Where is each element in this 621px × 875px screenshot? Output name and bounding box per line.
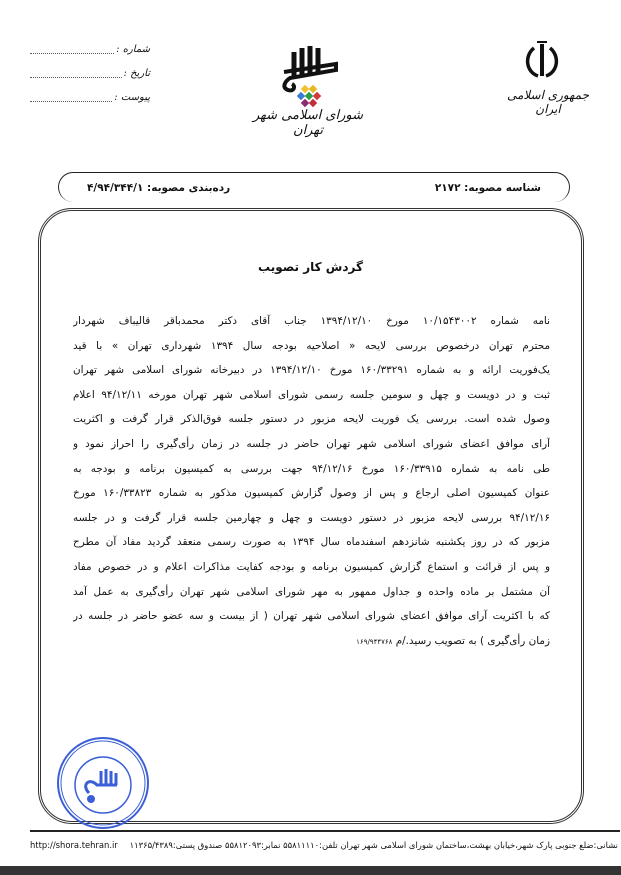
body-line: طی نامه به شماره ۱۶۰/۳۳۹۱۵ مورخ ۹۴/۱۲/۱۶ جهت بررسی به کمیسیون برنامه و بودجه به <box>73 462 550 475</box>
council-name: شورای اسلامی شهر تهران <box>252 108 364 138</box>
council-stamp-icon <box>55 735 151 831</box>
date-dots <box>30 68 122 78</box>
attachment-field <box>30 92 150 103</box>
scan-edge <box>0 866 621 875</box>
number-label: شماره : <box>116 44 150 55</box>
website-link[interactable]: http://shora.tehran.ir <box>30 840 118 850</box>
number-dots <box>30 44 114 54</box>
approval-id-bar <box>58 172 570 202</box>
body-line: محترم تهران درخصوص بررسی لایحه « اصلاحیه بودجه سال ۱۳۹۴ شهرداری تهران » با قید <box>73 339 550 352</box>
body-line: وصول شده است. بررسی یک فوریت لایحه مزبور در دستور جلسه فوق‌الذکر قرار گرفت و اکثریت <box>73 413 550 426</box>
body-line: مزبور که در روز یکشنبه شانزدهم اسفندماه سال ۱۳۹۴ به صورت رسمی منعقد گردید مفاد آن مطرح <box>73 536 550 549</box>
body-line: و پس از قرائت و استماع گزارش کمیسیون برنامه و بودجه کفایت مذاکرات اعلام و در خصوص مفاد <box>73 560 550 573</box>
body-line: که با اکثریت آرای موافق اعضای شورای اسلامی شهر تهران ( از بیست و سه عضو حاضر در جلسه در <box>73 610 550 623</box>
footer-divider <box>30 830 620 832</box>
reference-code: ۱۶۹/۹۴۴۷۶۸ <box>356 637 393 646</box>
attachment-label: پیوست : <box>114 92 150 103</box>
body-line: ثبت و در دویست و چهل و سومین جلسه رسمی شورای اسلامی شهر تهران مورخه ۹۴/۱۲/۱۱ اعلام <box>73 388 550 401</box>
body-line: نامه شماره ۱۰/۱۵۴۳۰۰۲ مورخ ۱۳۹۴/۱۲/۱۰ جناب آقای دکتر محمدباقر قالیباف شهردار <box>73 315 550 327</box>
body-line: یک‌فوریت ارائه و به شماره ۱۶۰/۳۳۲۹۱ مورخ ۱۳۹۴/۱۲/۱۰ در دبیرخانه شورای اسلامی شهر تهران <box>73 364 550 377</box>
body-line-last <box>73 629 550 655</box>
document-body <box>73 309 550 654</box>
date-field <box>30 68 150 79</box>
council-logo-icon <box>278 42 342 112</box>
date-label: تاریخ : <box>123 68 150 79</box>
contact-address: نشانی:ضلع جنوبی پارک شهر،خیابان بهشت،ساختمان شورای اسلامی شهر تهران تلفن:۵۵۸۱۱۱۱۰ نمابر:۵۵۸۱۲۰۹۳ صندوق پستی:۱۱۳۶۵/۴۳۸۹ <box>129 840 618 850</box>
iran-emblem-icon <box>520 38 564 82</box>
number-field <box>30 44 150 55</box>
attachment-dots <box>30 92 112 102</box>
document-title: گردش کار تصویب <box>258 260 363 274</box>
body-line: آرای موافق اعضای شورای اسلامی شهر تهران حاضر در جلسه در زمان رأی‌گیری را احراز نمود و <box>73 437 550 450</box>
approval-id: شناسه مصوبه: ۲۱۷۲ <box>434 181 541 194</box>
body-line: آن مشتمل بر ماده واحده و جداول ممهور به مهر شورای اسلامی شهر تهران رأی‌گیری به عمل آمد <box>73 585 550 598</box>
body-line: عنوان کمیسیون اصلی ارجاع و پس از وصول گزارش کمیسیون مذکور به شماره ۱۶۰/۳۳۸۲۳ مورخ <box>73 487 550 500</box>
country-name: جمهوری اسلامی ایران <box>506 88 590 116</box>
body-final-text: زمان رأی‌گیری ) به تصویب رسید./م <box>395 634 550 647</box>
approval-classification: رده‌بندی مصوبه: ۴/۹۴/۳۴۴/۱ <box>87 181 231 194</box>
footer <box>30 840 618 850</box>
body-line: ۹۴/۱۲/۱۶ بررسی لایحه مزبور در دستور دویست و چهل و چهارمین جلسه قرار گرفت و در جلسه <box>73 511 550 524</box>
